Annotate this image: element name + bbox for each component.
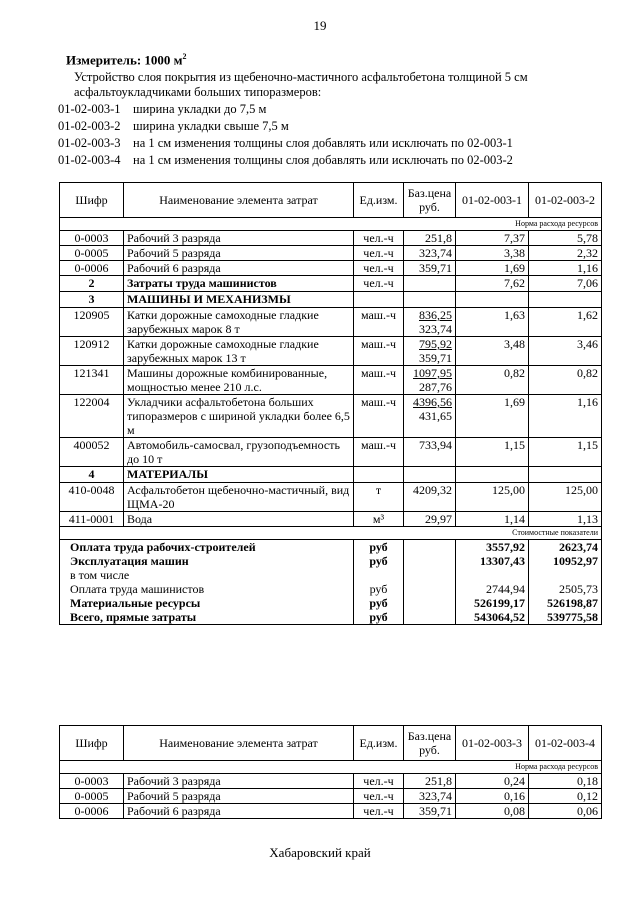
norm-label: Норма расхода ресурсов — [60, 218, 602, 231]
row-value-1: 125,00 — [456, 483, 529, 512]
row-name: МАТЕРИАЛЫ — [124, 467, 354, 483]
row-name: Катки дорожные самоходные гладкие зарубежных марок 13 т — [124, 337, 354, 366]
row-unit: маш.-ч — [354, 438, 404, 467]
row-price — [404, 789, 456, 804]
row-unit — [354, 292, 404, 308]
row-name: Машины дорожные комбинированные, мощностью менее 210 л.с. — [124, 366, 354, 395]
row-name: Рабочий 6 разряда — [124, 261, 354, 276]
row-price-value: 359,71 — [419, 261, 452, 275]
row-price-operator: 287,76 — [419, 380, 452, 394]
row-value-1: 0,24 — [456, 774, 529, 789]
row-price — [404, 366, 456, 395]
row-value-2: 7,06 — [529, 276, 602, 292]
cost-label: Стоимостные показатели — [60, 527, 602, 540]
norm-label-row — [60, 218, 602, 231]
table-row — [60, 308, 602, 337]
summary-label: Эксплуатация машин — [60, 554, 354, 568]
row-value-2: 1,13 — [529, 512, 602, 527]
row-value-1: 1,69 — [456, 261, 529, 276]
row-value-2: 2,32 — [529, 246, 602, 261]
code-row — [58, 152, 513, 169]
summary-unit: руб — [354, 540, 404, 555]
table-row — [60, 261, 602, 276]
row-code: 121341 — [60, 366, 124, 395]
code-text: на 1 см изменения толщины слоя добавлять или исключать по 02-003-2 — [133, 153, 513, 167]
row-value-1: 7,37 — [456, 231, 529, 246]
row-price-operator: 359,71 — [419, 351, 452, 365]
row-code: 120905 — [60, 308, 124, 337]
row-price — [404, 292, 456, 308]
row-code: 3 — [60, 292, 124, 308]
table-header-row — [60, 726, 602, 761]
summary-value-1: 526199,17 — [456, 596, 529, 610]
row-unit: маш.-ч — [354, 395, 404, 438]
row-price-operator: 323,74 — [419, 322, 452, 336]
row-name: Рабочий 5 разряда — [124, 246, 354, 261]
row-price — [404, 467, 456, 483]
row-price — [404, 246, 456, 261]
header-cell: 01-02-003-4 — [529, 726, 602, 761]
row-name: Рабочий 5 разряда — [124, 789, 354, 804]
row-code: 0-0005 — [60, 246, 124, 261]
summary-unit: руб — [354, 582, 404, 596]
table-row — [60, 512, 602, 527]
row-value-1: 0,08 — [456, 804, 529, 819]
table-row — [60, 467, 602, 483]
table-row — [60, 246, 602, 261]
row-value-2: 0,82 — [529, 366, 602, 395]
row-unit: чел.-ч — [354, 804, 404, 819]
summary-label: Всего, прямые затраты — [60, 610, 354, 625]
summary-label: в том числе — [60, 568, 354, 582]
row-unit: чел.-ч — [354, 276, 404, 292]
summary-value-2: 2623,74 — [529, 540, 602, 555]
row-value-2: 0,12 — [529, 789, 602, 804]
header-cell: Наименование элемента затрат — [124, 183, 354, 218]
row-price-value: 836,25 — [419, 308, 452, 322]
row-code: 4 — [60, 467, 124, 483]
row-unit: чел.-ч — [354, 261, 404, 276]
norm-label: Норма расхода ресурсов — [60, 761, 602, 774]
row-code: 411-0001 — [60, 512, 124, 527]
row-unit: маш.-ч — [354, 337, 404, 366]
row-value-2: 3,46 — [529, 337, 602, 366]
summary-value-2: 539775,58 — [529, 610, 602, 625]
row-code: 0-0006 — [60, 261, 124, 276]
code-id: 01-02-003-1 — [58, 102, 121, 116]
header-cell: Баз.цена руб. — [404, 183, 456, 218]
row-value-1: 3,38 — [456, 246, 529, 261]
row-value-1: 1,69 — [456, 395, 529, 438]
summary-row — [60, 568, 602, 582]
table-row — [60, 774, 602, 789]
row-value-2: 5,78 — [529, 231, 602, 246]
row-price — [404, 276, 456, 292]
summary-value-1 — [456, 568, 529, 582]
row-unit: чел.-ч — [354, 789, 404, 804]
header-cell: 01-02-003-1 — [456, 183, 529, 218]
row-value-2: 1,16 — [529, 395, 602, 438]
row-value-1 — [456, 467, 529, 483]
page-number: 19 — [313, 18, 327, 33]
code-row — [58, 101, 513, 118]
summary-value-2 — [529, 568, 602, 582]
summary-empty — [404, 568, 456, 582]
summary-value-1: 3557,92 — [456, 540, 529, 555]
row-price — [404, 308, 456, 337]
row-name: Вода — [124, 512, 354, 527]
row-price — [404, 774, 456, 789]
summary-value-1: 13307,43 — [456, 554, 529, 568]
header-cell: Наименование элемента затрат — [124, 726, 354, 761]
summary-empty — [404, 610, 456, 625]
row-price — [404, 512, 456, 527]
summary-label: Оплата труда рабочих-строителей — [60, 540, 354, 555]
row-price-value: 4396,56 — [413, 395, 452, 409]
row-code: 0-0006 — [60, 804, 124, 819]
footer-region: Хабаровский край — [269, 845, 371, 860]
row-price-value: 795,92 — [419, 337, 452, 351]
row-price — [404, 337, 456, 366]
header-cell: Шифр — [60, 183, 124, 218]
meter-heading — [66, 52, 187, 68]
header-cell: 01-02-003-2 — [529, 183, 602, 218]
cost-label-row — [60, 527, 602, 540]
summary-empty — [404, 582, 456, 596]
row-unit: маш.-ч — [354, 308, 404, 337]
summary-row — [60, 596, 602, 610]
row-code: 0-0003 — [60, 231, 124, 246]
row-price — [404, 261, 456, 276]
summary-row — [60, 540, 602, 555]
row-name: МАШИНЫ И МЕХАНИЗМЫ — [124, 292, 354, 308]
row-unit: т — [354, 483, 404, 512]
table-row — [60, 292, 602, 308]
table-row — [60, 276, 602, 292]
code-row — [58, 135, 513, 152]
row-price — [404, 483, 456, 512]
code-text: ширина укладки до 7,5 м — [133, 102, 267, 116]
row-price-value: 323,74 — [419, 246, 452, 260]
row-price-value: 323,74 — [419, 789, 452, 803]
row-value-1: 1,63 — [456, 308, 529, 337]
row-name: Автомобиль-самосвал, грузоподъемность до 10 т — [124, 438, 354, 467]
row-name: Катки дорожные самоходные гладкие зарубежных марок 8 т — [124, 308, 354, 337]
header-cell: Ед.изм. — [354, 726, 404, 761]
code-id: 01-02-003-2 — [58, 119, 121, 133]
table-header-row — [60, 183, 602, 218]
work-description: Устройство слоя покрытия из щебеночно-мастичного асфальтобетона толщиной 5 см асфальтоукладчиками больших типоразмеров: — [74, 70, 528, 99]
summary-label: Материальные ресурсы — [60, 596, 354, 610]
row-value-2: 1,15 — [529, 438, 602, 467]
resource-table-2 — [59, 725, 602, 819]
row-value-2: 1,16 — [529, 261, 602, 276]
row-code: 0-0005 — [60, 789, 124, 804]
header-cell: 01-02-003-3 — [456, 726, 529, 761]
summary-empty — [404, 554, 456, 568]
table-row — [60, 483, 602, 512]
row-value-1: 3,48 — [456, 337, 529, 366]
row-unit: чел.-ч — [354, 246, 404, 261]
code-id: 01-02-003-4 — [58, 153, 121, 167]
row-value-1 — [456, 292, 529, 308]
summary-empty — [404, 540, 456, 555]
summary-unit: руб — [354, 610, 404, 625]
row-name: Рабочий 3 разряда — [124, 231, 354, 246]
row-code: 122004 — [60, 395, 124, 438]
summary-value-2: 2505,73 — [529, 582, 602, 596]
row-unit: маш.-ч — [354, 366, 404, 395]
row-price-value: 4209,32 — [413, 483, 452, 497]
row-price — [404, 231, 456, 246]
row-value-2 — [529, 467, 602, 483]
summary-unit — [354, 568, 404, 582]
row-price-operator: 431,65 — [419, 409, 452, 423]
row-price-value: 251,8 — [425, 231, 452, 245]
row-unit: чел.-ч — [354, 231, 404, 246]
row-code: 2 — [60, 276, 124, 292]
row-price-value: 29,97 — [425, 512, 452, 526]
table-row — [60, 231, 602, 246]
summary-row — [60, 554, 602, 568]
code-row — [58, 118, 513, 135]
meter-sup: 2 — [182, 52, 187, 61]
row-name: Рабочий 3 разряда — [124, 774, 354, 789]
row-unit — [354, 467, 404, 483]
row-price-value: 733,94 — [419, 438, 452, 452]
code-list — [58, 101, 513, 169]
summary-empty — [404, 596, 456, 610]
row-code: 0-0003 — [60, 774, 124, 789]
row-price — [404, 804, 456, 819]
table-row — [60, 337, 602, 366]
row-value-1: 7,62 — [456, 276, 529, 292]
summary-row — [60, 610, 602, 625]
row-price-value: 251,8 — [425, 774, 452, 788]
row-price — [404, 395, 456, 438]
summary-unit: руб — [354, 554, 404, 568]
row-price-value: 1097,95 — [413, 366, 452, 380]
header-cell: Шифр — [60, 726, 124, 761]
summary-value-1: 2744,94 — [456, 582, 529, 596]
meter-label: Измеритель: 1000 м — [66, 52, 183, 68]
code-id: 01-02-003-3 — [58, 136, 121, 150]
row-name: Затраты труда машинистов — [124, 276, 354, 292]
code-text: на 1 см изменения толщины слоя добавлять или исключать по 02-003-1 — [133, 136, 513, 150]
summary-unit: руб — [354, 596, 404, 610]
row-name: Укладчики асфальтобетона больших типоразмеров с шириной укладки более 6,5 м — [124, 395, 354, 438]
table-row — [60, 804, 602, 819]
summary-value-1: 543064,52 — [456, 610, 529, 625]
row-price-value: 359,71 — [419, 804, 452, 818]
row-value-1: 1,14 — [456, 512, 529, 527]
table-row — [60, 789, 602, 804]
row-value-2 — [529, 292, 602, 308]
table-row — [60, 438, 602, 467]
row-value-1: 1,15 — [456, 438, 529, 467]
row-code: 120912 — [60, 337, 124, 366]
table-row — [60, 395, 602, 438]
summary-row — [60, 582, 602, 596]
row-value-2: 1,62 — [529, 308, 602, 337]
code-text: ширина укладки свыше 7,5 м — [133, 119, 289, 133]
row-value-2: 0,06 — [529, 804, 602, 819]
row-code: 400052 — [60, 438, 124, 467]
header-cell: Ед.изм. — [354, 183, 404, 218]
resource-table-1 — [59, 182, 602, 625]
summary-value-2: 10952,97 — [529, 554, 602, 568]
row-value-1: 0,16 — [456, 789, 529, 804]
row-unit: м³ — [354, 512, 404, 527]
row-value-2: 125,00 — [529, 483, 602, 512]
row-unit: чел.-ч — [354, 774, 404, 789]
row-price — [404, 438, 456, 467]
row-value-1: 0,82 — [456, 366, 529, 395]
summary-label: Оплата труда машинистов — [60, 582, 354, 596]
row-value-2: 0,18 — [529, 774, 602, 789]
summary-value-2: 526198,87 — [529, 596, 602, 610]
norm-label-row — [60, 761, 602, 774]
header-cell: Баз.цена руб. — [404, 726, 456, 761]
row-name: Асфальтобетон щебеночно-мастичный, вид ЩМА-20 — [124, 483, 354, 512]
row-code: 410-0048 — [60, 483, 124, 512]
row-name: Рабочий 6 разряда — [124, 804, 354, 819]
table-row — [60, 366, 602, 395]
